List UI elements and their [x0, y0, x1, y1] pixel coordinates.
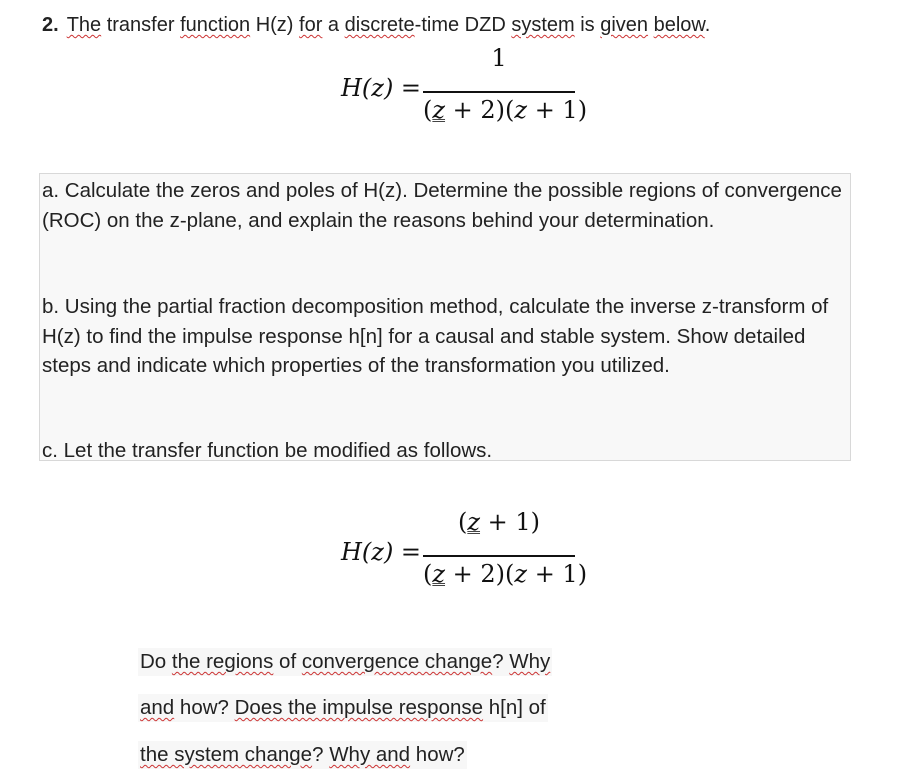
intro-word: function — [180, 14, 251, 36]
equation-numerator: (z + 1) — [457, 508, 541, 536]
followup-line-3: the system change? Why and how? — [138, 741, 467, 769]
followup-line-1: Do the regions of convergence change? Why — [138, 648, 552, 676]
intro-text: -time DZD — [414, 14, 512, 36]
part-c-text: c. Let the transfer function be modified as follows. — [42, 439, 493, 462]
intro-word: below — [653, 14, 705, 36]
part-a-text: a. Calculate the zeros and poles of H(z). Determine the possible regions of convergence (ROC) on the z-plane, and explain the reasons behind your determination. — [42, 179, 842, 232]
intro-word: The — [66, 14, 102, 36]
question-parts — [39, 173, 851, 461]
part-b-text: b. Using the partial fraction decomposition method, calculate the inverse z-transform of H(z) to find the impulse response h[n] for a causal and stable system. Show detailed steps and indicate which properties of the transformation you utilized. — [42, 295, 829, 377]
intro-word: for — [299, 14, 323, 36]
intro-word: system — [511, 14, 575, 36]
fraction-bar — [423, 555, 575, 557]
intro-text: H(z) — [250, 14, 300, 36]
question-number: 2. — [42, 14, 59, 36]
followup-line-2: and how? Does the impulse response h[n] of — [138, 694, 548, 722]
question-heading: 2. The transfer function H(z) for a discrete-time DZD system is given below. — [42, 14, 711, 36]
fraction-bar — [423, 91, 575, 93]
intro-text: a — [322, 14, 345, 36]
intro-text: is — [574, 14, 601, 36]
equation-numerator: 1 — [491, 44, 507, 72]
equation-lhs: H(z) = — [341, 538, 422, 566]
intro-word: given — [600, 14, 649, 36]
intro-text: transfer — [101, 14, 181, 36]
equation-lhs: H(z) = — [341, 74, 422, 102]
intro-word: discrete — [344, 14, 415, 36]
equation-denominator: (z + 2)(z + 1) — [423, 96, 588, 124]
equation-denominator: (z + 2)(z + 1) — [423, 560, 588, 588]
